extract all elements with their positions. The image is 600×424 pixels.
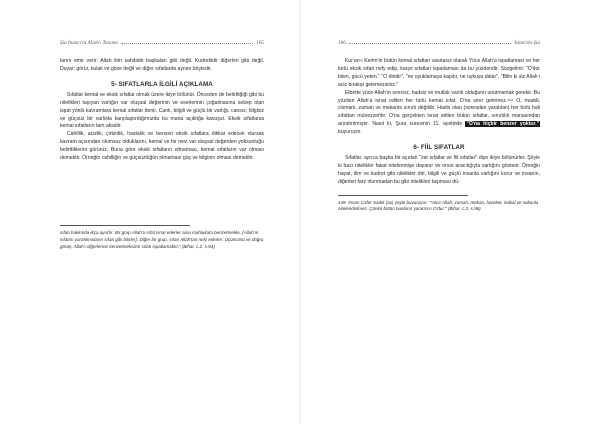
footnote: 149- İmam Cafer Sadık (as) şöyle buyuruyor: "Yüce Allah, zaman, mekan, hareket, intikal ve sükunla nitelendirilmez. Çünkü bütün bunların yaratıcısı O'dur." (Bihar, c.2, s.96): [338, 199, 539, 212]
page-number: 165: [256, 40, 264, 46]
footnote-divider: [338, 195, 468, 196]
left-page-header: [60, 40, 264, 46]
right-page-header: [338, 40, 540, 46]
footnote: sıfatı hakkında ikça ayırdır. Bir grup Allah'a sıfat isnat ederler ama mahlukata benzetmekle, (Allah'ın sıfatını yaratılmışların sıfatı gibi bilirler). Diğer bir grup, sıfatı Allah'tan nefy ederler. Üçüncüsü ve doğru görüş: Allah'ı diğerlerine benzetmeksizin sıfatı ispatlamaktır." (Bihar, c.2, s.94): [60, 229, 264, 249]
header-dot-leader: [349, 40, 511, 44]
right-page-body: [338, 58, 540, 187]
paragraph: [338, 90, 540, 137]
paragraph-text: buyuruyor.: [338, 129, 362, 136]
footnote-divider: [60, 225, 190, 226]
section-title: 5- SIFATLARLA İLGİLİ AÇIKLAMA: [111, 80, 213, 88]
running-title: Şia İnancı'nı Allah'ı Tanıma: [60, 40, 118, 46]
paragraph: Sıfatlar kemal ve eksik sıfatlar olmak üzere ikiye bölünür. Önceden de belirttiğiği gibi bu nitelikleri taşıyan varlığın var oluşsal değerinin ve eserlerinin çoğalmasına sebep olan ispat yönlü kavramlara kemal sıfatlar denir. Canlı, bilgili ve güçlü bir varlığı, cansız, bilgisiz ve güçsüz bir varlıkla karşılaştırdığımızda bu mana açıklığa kavuşur. Eksik sıfatlarsa kemal sıfatların tam aksidir.: [60, 91, 264, 130]
page-number: 166: [338, 40, 346, 46]
paragraph: larını emir verir: Allah ilim sahibidir başkaları gibi değil. Kudretlidir diğerleri gibi değil. Duyar; görür, kulak ve göze değil ve diğer sıfatlarda aynen böyledir.: [60, 58, 264, 72]
paragraph: Cahillik, acizlik, çirkinlik, hastalık ve benzeri eksik sıfatlara dikkat edecek olursak kavram açısından olumsuz olduklarını, kemal ve bir nevi var oluşsal değerden yoksunluğu belirttiklerini görürüz. Buna göre eksik sıfatların olmaması, kemal sıfatların var olması demektir. Örneğin cahilliğin ve güçsüzlüğün olmaması güç ve bilginin olması demektir.: [60, 131, 264, 162]
paragraph: Sıfatlar, ayrıca başka bir açıdan "zat sıfatlar ve fiil sıfatlar" diye ikiye bölünürler. Şöyle ki bazı nitelikler fakat nitelenmişe dayanır ve onun aracılığıyla varlığını gösterir. Örneğin hayat, ilim ve kudret gibi nitelikler diri, bilgili ve güçlü insanla varlığını korur ve insanın, diğerleri farz olunmadan bu gibi nitelikleri taşıması dü-: [338, 155, 540, 185]
paragraph-text: Elbette yüce Allah'ın sınırsız, hadsiz ve mutlak varlık olduğunu unutmamak gerekir. Bu yüzden Allah'a isnat edilen her türlü kemal sıfat, O'na sınır getirmez.¹⁴⁹ O, maddi, cismani, zaman ve mekanla sınırlı değildir. Hadis olan (sonradan yaratılan) her türlü hali sıfattan münezzehtir. O'na gerçekten isnat edilen bütün sıfatlar, sınırlılık manasından arındırılmıştır. Nasıl ki, Şura suresinin 11. ayetinde: [338, 89, 540, 128]
paragraph: Kur'an-ı Kerim'in bütün kemal sıfatları vasıtasız olarak Yüce Allah'a ispatlaması ve her türlü eksik sıfatı nefy edip, karşıt sıfatları ispatlaması da bu yüzdendir. Sözgelimi: "O'dur bilen, gücü yeten." "O diridir", "ne uyuklamaya kapılır, ne uykuya dalar", "Bilin ki siz Allah'ı aciz bırakıp gelemezsiniz.": [338, 58, 540, 88]
left-page-body: [60, 58, 264, 163]
header-dot-leader: [121, 40, 253, 44]
section-title: 6- FİİL SIFATLAR: [413, 144, 465, 152]
right-page: [300, 0, 600, 424]
highlighted-quote: "O'na hiçbir benzer yoktur.": [466, 121, 539, 128]
running-title: İslam'da Şia: [514, 40, 540, 46]
